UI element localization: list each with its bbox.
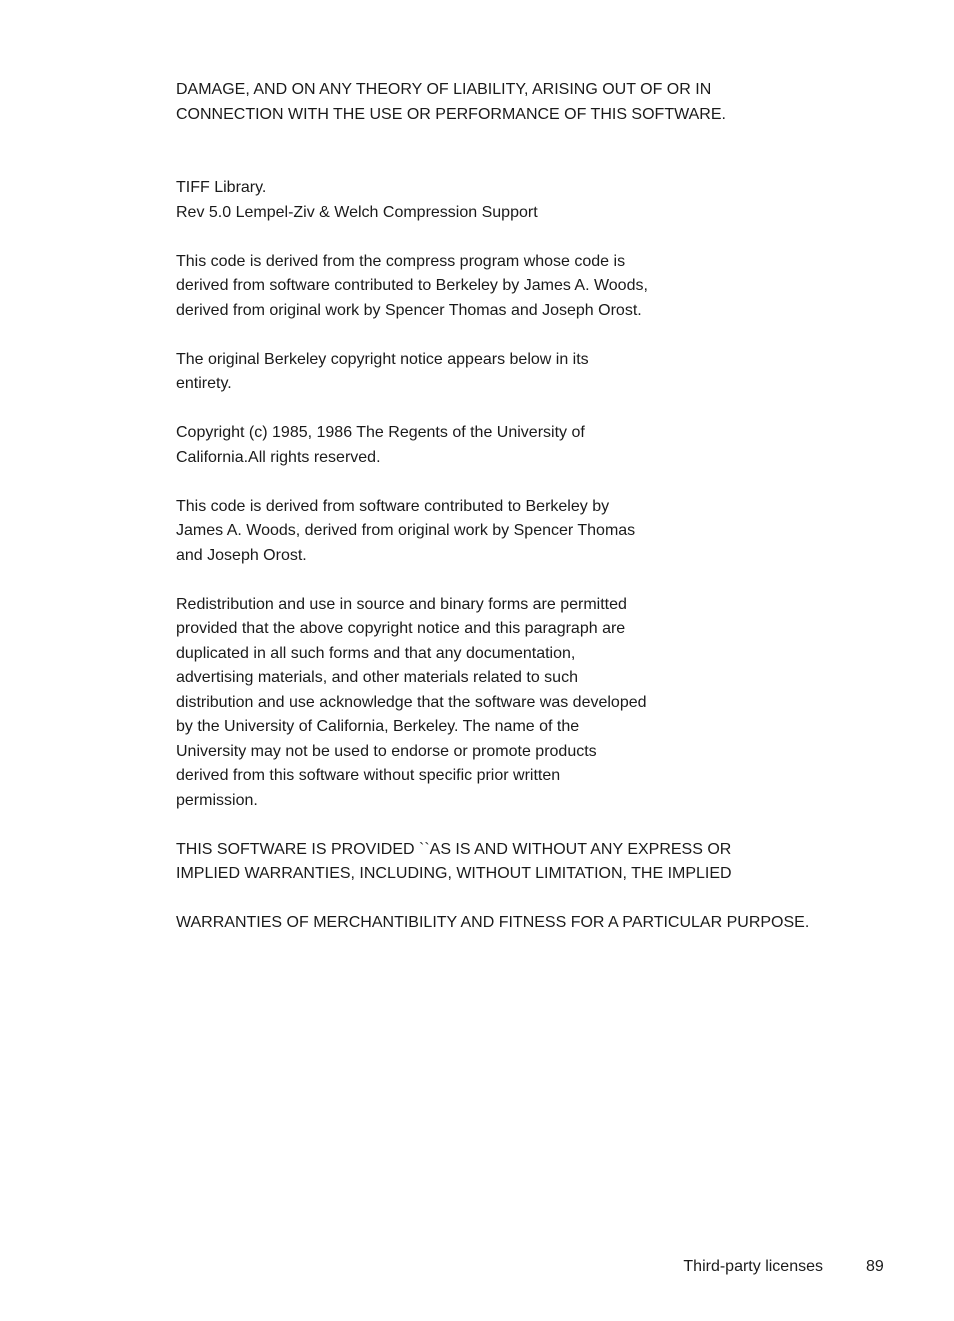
text-line: derived from software contributed to Berkeley by James A. Woods, [176,277,648,294]
text-line: by the University of California, Berkeley. The name of the [176,718,580,735]
text-line: distribution and use acknowledge that the software was developed [176,693,647,711]
text-line: Rev 5.0 Lempel-Ziv & Welch Compression Support [176,203,538,221]
text-line: University may not be used to endorse or promote products [176,742,597,760]
text-line: The original Berkeley copyright notice appears below in its [176,350,589,368]
page-footer [0,1256,954,1278]
license-text-body [176,78,876,960]
paragraph-tiff-library-title [176,176,876,225]
paragraph-merchantability-disclaimer [176,911,876,936]
footer-section-title: Third-party licenses [683,1258,823,1275]
text-line: provided that the above copyright notice and this paragraph are [176,620,626,637]
paragraph-contribution-credit [176,495,876,569]
text-line: California.All rights reserved. [176,448,381,466]
text-line: Redistribution and use in source and binary forms are permitted [176,595,627,613]
text-line: Copyright (c) 1985, 1986 The Regents of the University of [176,424,585,441]
paragraph-copyright-notice [176,421,876,470]
text-line: derived from original work by Spencer Thomas and Joseph Orost. [176,301,642,319]
page-number: 89 [866,1258,884,1275]
text-line: THIS SOFTWARE IS PROVIDED ``AS IS AND WITHOUT ANY EXPRESS OR [176,840,732,858]
text-line: This code is derived from software contributed to Berkeley by [176,497,610,515]
text-line: This code is derived from the compress program whose code is [176,252,626,270]
paragraph-liability-ending [176,78,876,127]
text-line: permission. [176,791,258,809]
text-line: TIFF Library. [176,179,267,196]
text-line: DAMAGE, AND ON ANY THEORY OF LIABILITY, ARISING OUT OF OR IN [176,81,712,98]
text-line: and Joseph Orost. [176,546,307,564]
paragraph-warranty-disclaimer [176,838,876,887]
text-line: James A. Woods, derived from original work by Spencer Thomas [176,522,636,539]
paragraph-redistribution-terms [176,593,876,814]
paragraph-compress-origin [176,250,876,324]
text-line: entirety. [176,375,232,392]
text-line: IMPLIED WARRANTIES, INCLUDING, WITHOUT LIMITATION, THE IMPLIED [176,865,732,882]
text-line: derived from this software without specific prior written [176,767,561,784]
text-line: WARRANTIES OF MERCHANTIBILITY AND FITNESS FOR A PARTICULAR PURPOSE. [176,914,810,931]
paragraph-berkeley-notice-intro [176,348,876,397]
text-line: duplicated in all such forms and that any documentation, [176,644,576,662]
text-line: CONNECTION WITH THE USE OR PERFORMANCE OF THIS SOFTWARE. [176,105,726,123]
text-line: advertising materials, and other materials related to such [176,669,578,686]
